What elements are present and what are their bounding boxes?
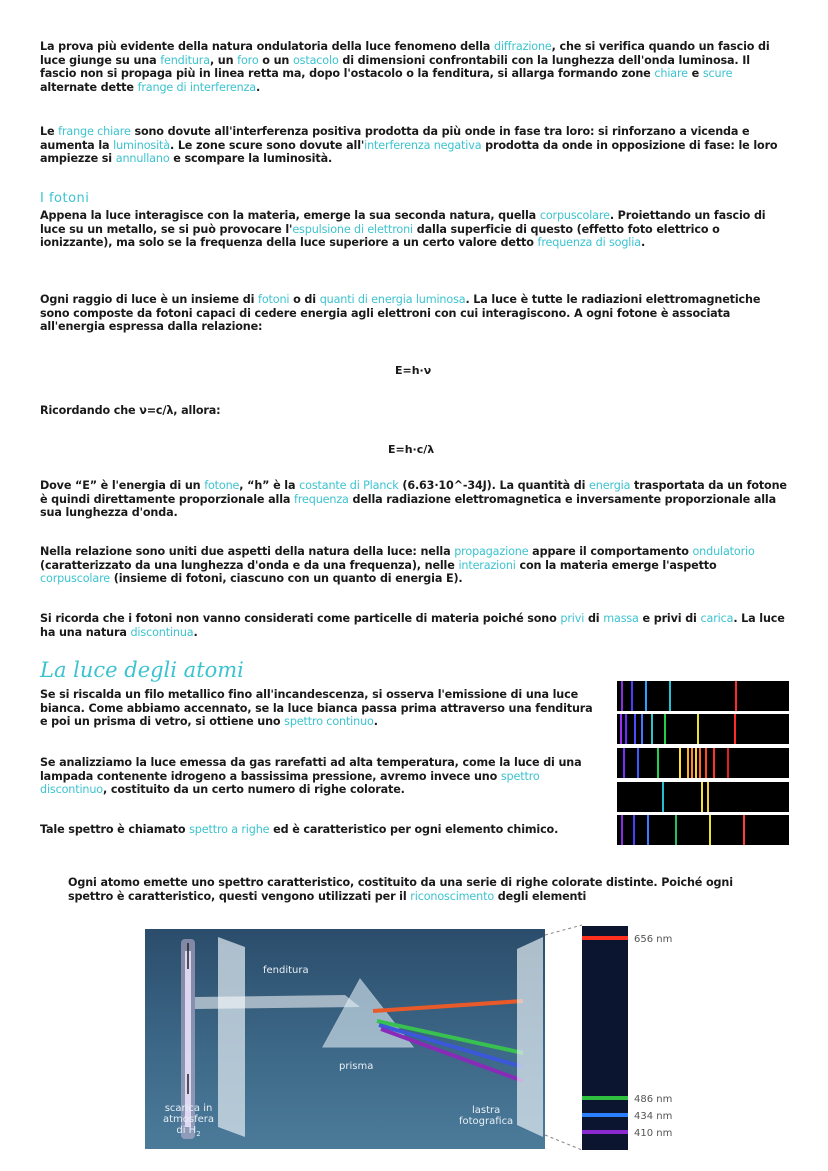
paragraph-frange: Le frange chiare sono dovute all'interferenza positiva prodotta da più onde in fase tra loro: si rinforzano a vicenda e aumenta la luminosità. Le zone scure sono dovute all'interferenza negativa prodotta da onde in opposizione di fase: le loro ampiezze si annullano e scompare la luminosità. — [40, 125, 778, 166]
label-lastra: lastra fotografica — [459, 1105, 514, 1127]
label-656: 656 nm — [634, 934, 673, 945]
hydrogen-spectrum-figure — [145, 929, 545, 1149]
line-486 — [582, 1096, 628, 1100]
heading-fotoni: I fotoni — [40, 191, 90, 206]
heading-luce-atomi: La luce degli atomi — [40, 658, 244, 682]
formula-energy-lambda: E=h·c/λ — [388, 443, 435, 456]
spectrum-strip — [617, 815, 789, 845]
spectrum-strip — [617, 714, 789, 744]
paragraph-diffraction: La prova più evidente della natura ondulatoria della luce fenomeno della diffrazione, che si verifica quando un fascio di luce giunge su una fenditura, un foro o un ostacolo di dimensioni confrontabili con la lunghezza dell'onda luminosa. Il fascio non si propaga più in linea retta ma, dopo l'ostacolo o la fenditura, si allarga formando zone chiare e scure alternate dette frange di interferenza. — [40, 40, 770, 94]
paragraph-dualismo: Nella relazione sono uniti due aspetti della natura della luce: nella propagazione appare il comportamento ondulatorio (caratterizzato da una lunghezza d'onda e da una frequenza), nelle interazioni con la materia emerge l'aspetto corpuscolare (insieme di fotoni, ciascuno con un quanto di energia E). — [40, 545, 755, 586]
paragraph-riconoscimento: Ogni atomo emette uno spettro caratteristico, costituito da una serie di righe colorate distinte. Poiché ogni spettro è caratteristico, questi vengono utilizzati per il riconoscimento degli elementi — [68, 876, 733, 903]
slit-plate — [218, 937, 245, 1137]
paragraph-corpuscolare: Appena la luce interagisce con la materia, emerge la sua seconda natura, quella corpuscolare. Proiettando un fascio di luce su un metallo, se si può provocare l'espulsione di elettroni dalla superficie di questo (effetto foto elettrico o ionizzante), ma solo se la frequenza della luce superiore a un certo valore detto frequenza di soglia. — [40, 209, 766, 250]
paragraph-ricordando: Ricordando che ν=c/λ, allora: — [40, 404, 221, 417]
label-410: 410 nm — [634, 1128, 673, 1139]
spectrum-strip — [617, 681, 789, 711]
line-656 — [582, 936, 628, 940]
highlight-term: fenditura — [160, 53, 210, 67]
highlight-term: chiare — [654, 67, 688, 81]
paragraph-massa: Si ricorda che i fotoni non vanno considerati come particelle di materia poiché sono privi di massa e privi di carica. La luce ha una natura discontinua. — [40, 612, 785, 639]
highlight-term: scure — [702, 67, 733, 81]
hydrogen-spectrum-bar — [582, 926, 628, 1150]
ray-656 — [373, 1001, 523, 1011]
label-prisma: prisma — [339, 1061, 374, 1072]
highlight-term: frange di interferenza — [137, 80, 256, 94]
line-434 — [582, 1113, 628, 1117]
paragraph-spettro-discontinuo: Se analizziamo la luce emessa da gas rarefatti ad alta temperatura, come la luce di una lampada contenente idrogeno a bassissima pressione, avremo invece uno spettro discontinuo, costituito da un certo numero di righe colorate. — [40, 756, 582, 797]
highlight-term: ostacolo — [292, 53, 339, 67]
label-fenditura: fenditura — [263, 965, 309, 976]
label-434: 434 nm — [634, 1111, 673, 1122]
line-410 — [582, 1130, 628, 1134]
formula-energy: E=h·ν — [395, 364, 432, 377]
photographic-plate — [517, 937, 543, 1137]
highlight-term: diffrazione — [493, 40, 552, 53]
label-scarica: scarica in atmosfera di $H_2$ — [163, 1103, 215, 1138]
paragraph-spettro-righe: Tale spettro è chiamato spettro a righe ed è caratteristico per ogni elemento chimico. — [40, 823, 559, 836]
paragraph-planck: Dove “E” è l'energia di un fotone, “h” è la costante di Planck (6.63·10^-34J). La quantità di energia trasportata da un fotone è quindi direttamente proporzionale alla frequenza della radiazione elettromagnetica e inversamente proporzionale alla sua lunghezza d'onda. — [40, 479, 787, 520]
paragraph-spettro-continuo: Se si riscalda un filo metallico fino all'incandescenza, si osserva l'emissione di una luce bianca. Come abbiamo accennato, se la luce bianca passa prima attraverso una fenditura e poi un prisma di vetro, si ottiene uno spettro continuo. — [40, 688, 593, 729]
spectrum-strip — [617, 782, 789, 812]
paragraph-fotoni: Ogni raggio di luce è un insieme di fotoni o di quanti di energia luminosa. La luce è tutte le radiazioni elettromagnetiche sono composte da fotoni capaci di cedere energia agli elettroni con cui interagiscono. A ogni fotone è associata all'energia espressa dalla relazione: — [40, 293, 761, 334]
spectrum-strip — [617, 748, 789, 778]
highlight-term: foro — [237, 53, 259, 67]
label-486: 486 nm — [634, 1094, 673, 1105]
